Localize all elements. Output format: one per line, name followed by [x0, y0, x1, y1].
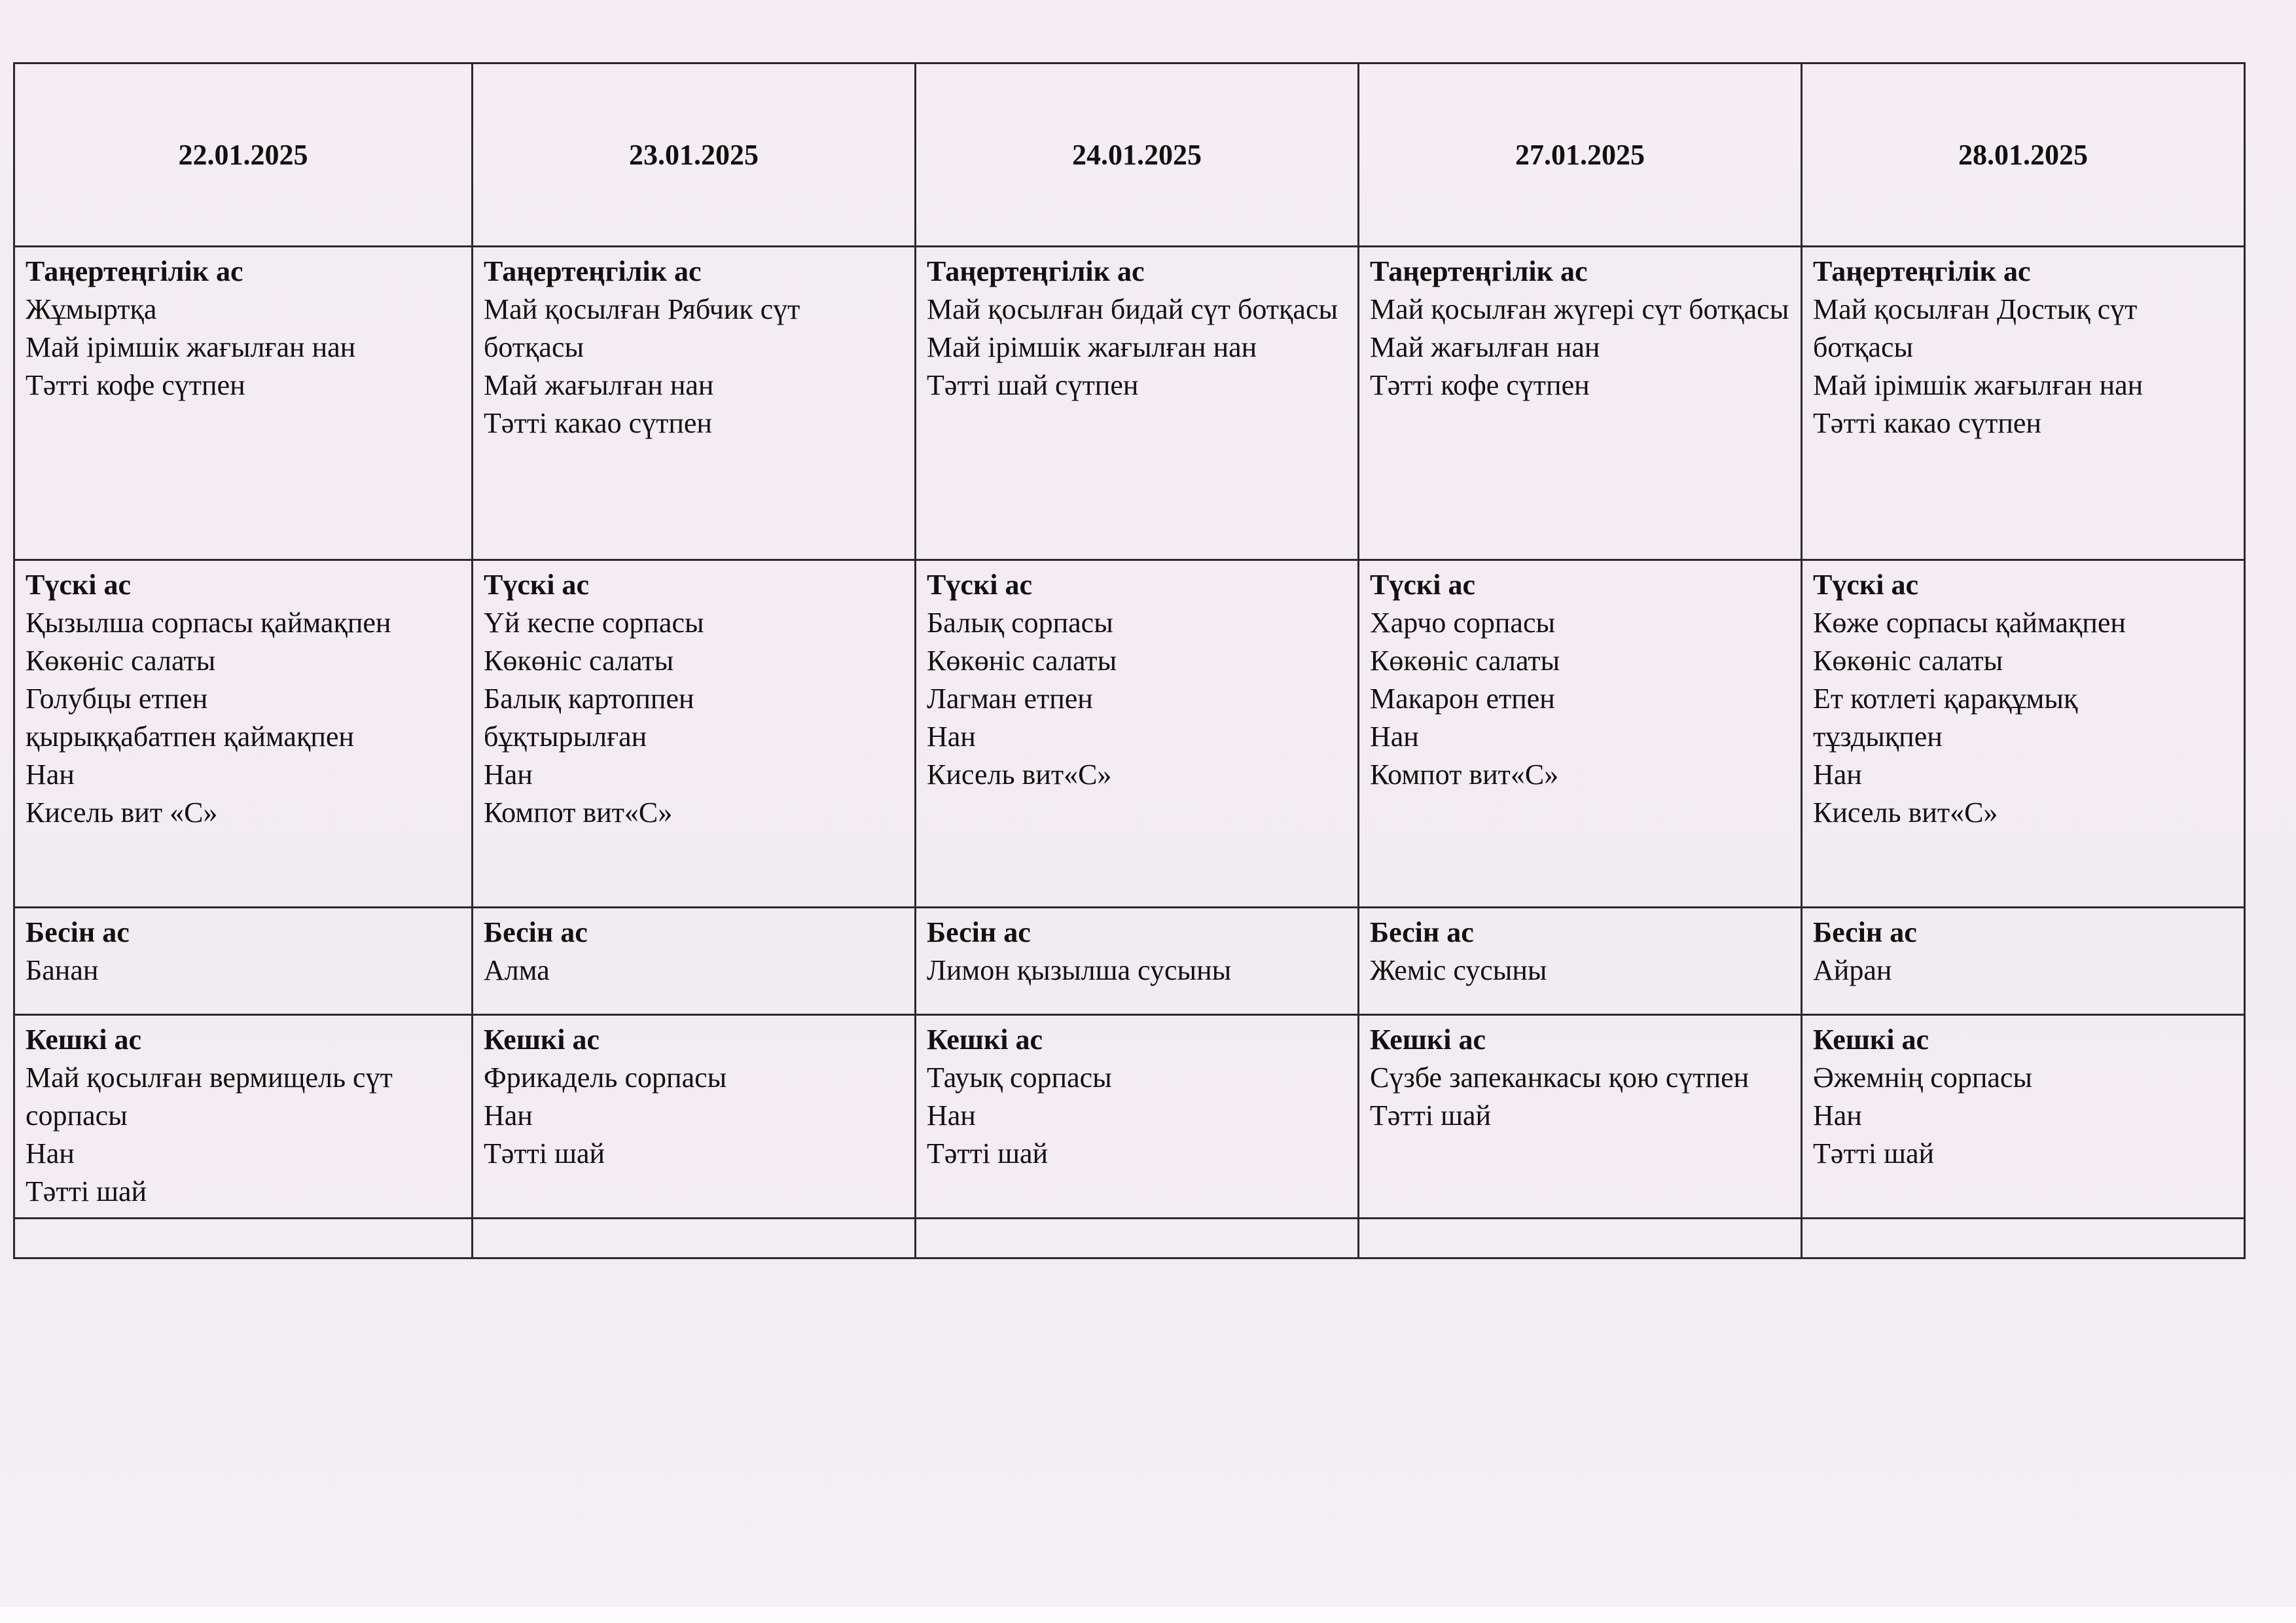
meal-title: Кешкі ас	[484, 1024, 600, 1056]
menu-item: Нан	[1370, 721, 1419, 753]
menu-item: Тәтті шай сүтпен	[927, 369, 1139, 401]
lunch-cell	[473, 560, 916, 908]
meal-title: Кешкі ас	[1370, 1024, 1486, 1056]
meal-title: Таңертеңгілік ас	[26, 255, 243, 287]
menu-item: Көкөніс салаты	[1813, 645, 2003, 677]
breakfast-cell	[1359, 247, 1802, 560]
dinner-cell	[1359, 1015, 1802, 1219]
meal-title: Бесін ас	[927, 916, 1031, 948]
menu-item: Жұмыртқа	[26, 293, 157, 325]
menu-item: Фрикадель сорпасы	[484, 1061, 727, 1094]
meal-title: Түскі ас	[927, 569, 1032, 601]
breakfast-row	[14, 247, 2245, 560]
menu-item: Май қосылған вермищель сүт сорпасы	[26, 1061, 393, 1132]
empty-cell	[1359, 1219, 1802, 1258]
menu-item: Сүзбе запеканкасы қою сүтпен	[1370, 1061, 1749, 1094]
meal-title: Таңертеңгілік ас	[1813, 255, 2031, 287]
menu-item: Нан	[26, 1137, 75, 1169]
menu-item: бұқтырылған	[484, 721, 647, 753]
menu-item: тұздықпен	[1813, 721, 1943, 753]
menu-item: Лимон қызылша сусыны	[927, 954, 1232, 986]
menu-item: Нан	[1813, 758, 1862, 791]
date-header-row	[14, 63, 2245, 247]
dinner-cell	[14, 1015, 473, 1219]
date-cell	[916, 63, 1359, 247]
meal-title: Кешкі ас	[927, 1024, 1043, 1056]
menu-item: Көкөніс салаты	[927, 645, 1117, 677]
meal-title: Бесін ас	[484, 916, 588, 948]
lunch-cell	[1359, 560, 1802, 908]
menu-item: Компот вит«С»	[484, 796, 673, 829]
menu-item: Кисель вит«С»	[927, 758, 1112, 791]
menu-item: Қызылша сорпасы қаймақпен	[26, 607, 391, 639]
menu-item: Ет котлеті қарақұмық	[1813, 683, 2078, 715]
menu-item: Тәтті какао сүтпен	[1813, 407, 2041, 439]
snack-cell	[473, 908, 916, 1015]
menu-item: Көкөніс салаты	[484, 645, 674, 677]
menu-item: Май қосылған Рябчик сүт ботқасы	[484, 293, 800, 363]
menu-item: Харчо сорпасы	[1370, 607, 1556, 639]
date-cell	[473, 63, 916, 247]
lunch-cell	[1802, 560, 2245, 908]
menu-item: Тәтті шай	[484, 1137, 605, 1169]
menu-item: Кисель вит«С»	[1813, 796, 1998, 829]
menu-item: Май қосылған жүгері сүт ботқасы	[1370, 293, 1789, 325]
menu-item: Кисель вит «С»	[26, 796, 218, 829]
menu-item: Макарон етпен	[1370, 683, 1555, 715]
menu-item: Май жағылған нан	[484, 369, 714, 401]
menu-item: Май жағылған нан	[1370, 331, 1600, 363]
date-cell	[14, 63, 473, 247]
menu-item: Тәтті шай	[1370, 1099, 1492, 1132]
meal-title: Таңертеңгілік ас	[927, 255, 1145, 287]
lunch-row	[14, 560, 2245, 908]
date-cell	[1802, 63, 2245, 247]
meal-title: Бесін ас	[1813, 916, 1917, 948]
menu-item: Үй кеспе сорпасы	[484, 607, 704, 639]
empty-cell	[14, 1219, 473, 1258]
menu-item: Нан	[26, 758, 75, 791]
scan-edge	[0, 1607, 2296, 1623]
menu-item: қырыққабатпен қаймақпен	[26, 721, 354, 753]
menu-item: Лагман етпен	[927, 683, 1093, 715]
menu-item: Балық сорпасы	[927, 607, 1113, 639]
meal-title: Түскі ас	[1813, 569, 1918, 601]
snack-cell	[1802, 908, 2245, 1015]
meal-title: Кешкі ас	[26, 1024, 142, 1056]
menu-item: Жеміс сусыны	[1370, 954, 1547, 986]
breakfast-cell	[1802, 247, 2245, 560]
menu-item: Банан	[26, 954, 99, 986]
menu-item: Көкөніс салаты	[26, 645, 216, 677]
snack-cell	[1359, 908, 1802, 1015]
date-label: 23.01.2025	[629, 138, 759, 171]
menu-item: Нан	[484, 1099, 533, 1132]
date-cell	[1359, 63, 1802, 247]
meal-title: Таңертеңгілік ас	[484, 255, 702, 287]
snack-cell	[14, 908, 473, 1015]
empty-cell	[916, 1219, 1359, 1258]
menu-item: Айран	[1813, 954, 1892, 986]
meal-title: Бесін ас	[26, 916, 130, 948]
dinner-cell	[916, 1015, 1359, 1219]
empty-row	[14, 1219, 2245, 1258]
menu-table	[13, 62, 2246, 1259]
meal-title: Түскі ас	[26, 569, 131, 601]
breakfast-cell	[14, 247, 473, 560]
empty-cell	[473, 1219, 916, 1258]
date-label: 22.01.2025	[178, 138, 308, 171]
menu-item: Май ірімшік жағылған нан	[1813, 369, 2144, 401]
meal-title: Таңертеңгілік ас	[1370, 255, 1588, 287]
menu-item: Тәтті какао сүтпен	[484, 407, 712, 439]
menu-item: Көже сорпасы қаймақпен	[1813, 607, 2126, 639]
menu-item: Әжемнің сорпасы	[1813, 1061, 2032, 1094]
meal-title: Бесін ас	[1370, 916, 1474, 948]
snack-row	[14, 908, 2245, 1015]
menu-item: Алма	[484, 954, 550, 986]
menu-item: Нан	[927, 721, 976, 753]
menu-item: Тәтті кофе сүтпен	[1370, 369, 1590, 401]
menu-item: Тәтті кофе сүтпен	[26, 369, 245, 401]
breakfast-cell	[916, 247, 1359, 560]
menu-item: Май ірімшік жағылған нан	[927, 331, 1257, 363]
menu-item: Тәтті шай	[26, 1175, 147, 1207]
menu-item: Нан	[1813, 1099, 1862, 1132]
menu-item: Тауық сорпасы	[927, 1061, 1112, 1094]
dinner-cell	[1802, 1015, 2245, 1219]
meal-title: Түскі ас	[484, 569, 589, 601]
date-label: 28.01.2025	[1958, 138, 2088, 171]
meal-title: Түскі ас	[1370, 569, 1475, 601]
menu-item: Нан	[484, 758, 533, 791]
snack-cell	[916, 908, 1359, 1015]
lunch-cell	[14, 560, 473, 908]
menu-item: Май қосылған бидай сүт ботқасы	[927, 293, 1338, 325]
lunch-cell	[916, 560, 1359, 908]
menu-item: Нан	[927, 1099, 976, 1132]
menu-item: Май қосылған Достық сүт ботқасы	[1813, 293, 2138, 363]
menu-item: Көкөніс салаты	[1370, 645, 1560, 677]
menu-item: Тәтті шай	[1813, 1137, 1935, 1169]
empty-cell	[1802, 1219, 2245, 1258]
menu-item: Балық картоппен	[484, 683, 694, 715]
date-label: 27.01.2025	[1515, 138, 1645, 171]
menu-item: Май ірімшік жағылған нан	[26, 331, 356, 363]
menu-item: Голубцы етпен	[26, 683, 208, 715]
dinner-row	[14, 1015, 2245, 1219]
date-label: 24.01.2025	[1072, 138, 1202, 171]
menu-item: Компот вит«С»	[1370, 758, 1559, 791]
dinner-cell	[473, 1015, 916, 1219]
meal-title: Кешкі ас	[1813, 1024, 1929, 1056]
breakfast-cell	[473, 247, 916, 560]
menu-item: Тәтті шай	[927, 1137, 1049, 1169]
